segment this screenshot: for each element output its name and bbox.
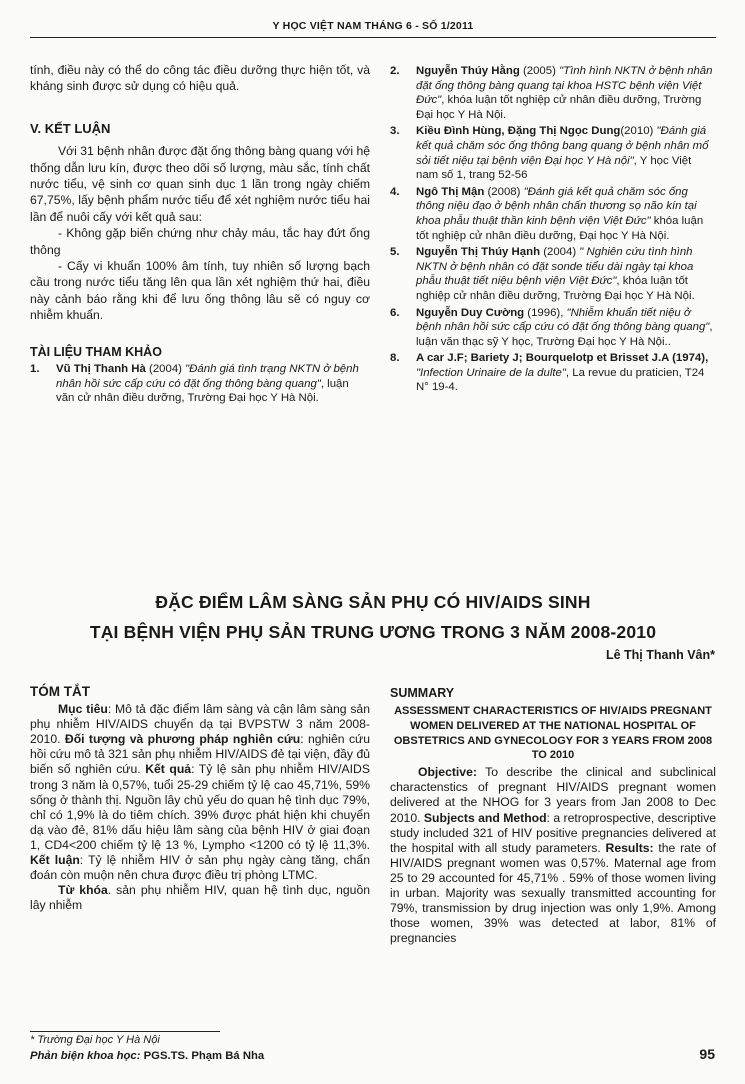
methods-text: : nghiên cứu hồi cứu mô tả 321 sản phụ nhiễm HIV/AIDS đẻ tại viện, đầy đủ biến số nghiên cứu. <box>30 732 370 777</box>
reference-author: Kiều Đình Hùng, Đặng Thị Ngọc Dung <box>416 125 621 138</box>
reference-author: Nguyễn Duy Cường <box>416 306 525 319</box>
article-title-line-1: ĐẶC ĐIỂM LÂM SÀNG SẢN PHỤ CÓ HIV/AIDS SINH <box>155 592 591 612</box>
reference-item-6 <box>390 306 716 350</box>
reference-year: (2010) <box>620 125 657 138</box>
reviewer-name: PGS.TS. Phạm Bá Nha <box>140 1050 265 1062</box>
reference-title: "Tình hình NKTN ở bệnh nhân đặt ống thông bàng quang tại khoa HSTC bệnh viện Việt Đức" <box>416 65 713 107</box>
conclusion-label: Kết luận <box>30 853 80 868</box>
summary-paragraph <box>390 765 716 946</box>
results-text: the rate of HIV/AIDS pregnant women was 0,57%. Maternal age from 25 to 29 accounted for 45,71% . 59% of those women living in urban. Majority was sexually transmitted accounting for 79%, transmission by drug injection was only 1,9%. Among those women, 39% was detected at labor, 81% of pregnancies <box>390 840 717 946</box>
reference-year: (2004) <box>145 363 186 376</box>
reviewer-label: Phản biện khoa học: <box>30 1050 141 1062</box>
reference-year: (1996), <box>524 306 567 319</box>
conclusion-text: : Tỷ lệ nhiễm HIV ở sản phụ ngày càng tăng, chẩn đoán còn muộn nên chưa được điều trị phòng LTMC. <box>30 853 370 883</box>
reference-source: , luận văn thạc sỹ Y học, Trường Đại học Y Hà Nội.. <box>416 321 713 348</box>
reference-item-4 <box>390 185 716 243</box>
reference-item-8 <box>390 351 716 395</box>
conclusion-paragraph-2: - Không gặp biến chứng như chảy máu, tắc hay đứt ống thông <box>30 226 370 257</box>
methods-text: : a retroprospective, descriptive study included 321 of HIV positive pregnancies delivered at the hospital with all study parameters. <box>390 810 716 855</box>
reference-title: "Đánh giá kết quả chăm sóc ống thông bang quang ở bệnh nhân mổ sỏi tiết niệu tại bệnh viện Đại học Y Hà nội" <box>416 125 709 167</box>
reference-number: 8. <box>390 352 400 365</box>
reference-year: (2005) <box>519 65 560 77</box>
abstract-paragraph <box>30 702 370 883</box>
reference-number: 6. <box>390 306 400 319</box>
reference-item-5 <box>390 245 716 303</box>
objective-text: To describe the clinical and subclinical charactenstics of pregnant HIV/AIDS pregnant women delivered at the NHOG for 3 years from Jan 2008 to Dec 2010. <box>390 765 716 825</box>
summary-heading: SUMMARY <box>390 686 455 700</box>
intro-paragraph: tính, điều này có thể do công tác điều dưỡng thực hiện tốt, và kháng sinh được sử dụng có hiệu quả. <box>30 63 370 94</box>
reference-title: "Đánh giá tình trạng NKTN ở bệnh nhân hồi sức cấp cứu có đặt ống thông bàng quang" <box>56 363 359 390</box>
reference-item-2 <box>390 64 716 122</box>
reference-author: Vũ Thị Thanh Hà <box>56 363 146 376</box>
objective-text: : Mô tả đặc điểm lâm sàng và cận lâm sàng sản phụ nhiễm HIV/AIDS chuyển dạ tại BVPSTW 3 năm 2008-2010. <box>30 702 370 747</box>
conclusion-paragraph-3: - Cấy vi khuẩn 100% âm tính, tuy nhiên số lượng bạch cầu trong nước tiểu tăng lên qua lần xét nghiệm thứ hai, điều này cảnh báo rằng khi để lưu ống thông lâu sẽ có nguy cơ nhiễm khuẩn. <box>30 259 370 323</box>
article-title-line-2: TẠI BỆNH VIỆN PHỤ SẢN TRUNG ƯƠNG TRONG 3 NĂM 2008-2010 <box>89 622 657 642</box>
reference-title: "Nhiễm khuẩn tiết niệu ở bệnh nhân hồi sức cấp cứu có đặt ống thông bàng quang" <box>416 306 710 334</box>
reference-number: 3. <box>390 125 400 138</box>
abstract-heading: TÓM TẮT <box>30 684 90 699</box>
reference-source: , luận văn cử nhân điều dưỡng, Trường Đại học Y Hà Nội. <box>56 377 349 405</box>
results-text: : Tỷ lệ sản phụ nhiễm HIV/AIDS trong 3 năm là 0,57%, tuổi 25-29 chiếm tỷ lệ cao 45,71%, 59% sống ở thành thị. Nguồn lây chủ yếu do quan hệ tình dục 79%, chỉ có 1,9% là do tiêm chích. 39% được phát hiện khi chuyển dạ vào đẻ, 81% dấu hiệu lâm sàng của bệnh HIV ở giai đoạn 1, CD4<200 chiếm tỷ lệ 13 %, Lympho <1200 có tỷ lệ 11,3%. <box>30 762 370 852</box>
reference-title: " Nghiên cứu tình hình NKTN ở bệnh nhân có đặt sonde tiểu dài ngày tại khoa phẫu thuật tiết niệu bệnh viện Việt Đức" <box>416 246 694 288</box>
reference-title: "Đánh giá kết quả chăm sóc ống thông niệu đạo ở bệnh nhân chấn thương sọ não kín tại khoa phẫu thuật thần kinh bệnh viện Việt Đức" <box>416 185 697 227</box>
references-heading: TÀI LIỆU THAM KHẢO <box>30 344 162 359</box>
results-label: Kết quả <box>145 762 192 777</box>
reference-number: 4. <box>390 185 400 198</box>
keywords-text: . sản phụ nhiễm HIV, quan hệ tình dục, nguồn lây nhiễm <box>30 883 371 913</box>
reference-number: 2. <box>390 65 400 77</box>
left-column <box>30 62 370 408</box>
header-rule <box>30 37 716 38</box>
reference-number: 5. <box>390 246 400 259</box>
reference-number: 1. <box>30 363 40 376</box>
reference-source: , Y học Việt nam số 1, trang 52-56 <box>416 154 692 182</box>
objective-label: Objective: <box>418 765 477 780</box>
abstract-vi <box>30 684 370 913</box>
summary-en <box>390 686 716 946</box>
reference-author: A car J.F; Bariety J; Bourquelotp et Brisset J.A (1974), <box>416 352 709 365</box>
affiliation-footnote: * Trường Đại học Y Hà Nội <box>30 1034 160 1046</box>
reference-source: , La revue du praticien, T24 N° 19-4. <box>416 366 705 394</box>
conclusion-paragraph-1: Với 31 bệnh nhân được đặt ống thông bàng quang với hệ thống dẫn lưu kín, được theo dõi số lượng, màu sắc, tính chất nước tiểu, vệ sinh cơ quan sinh dục 1 lần trong ngày chiếm 67,75%, lấy bệnh phẩm nước tiểu để xét nghiệm nước tiểu hai lần để nuôi cấy với kết quả sau: <box>30 144 371 224</box>
conclusion-heading: V. KẾT LUẬN <box>30 120 111 136</box>
methods-label: Subjects and Method <box>423 810 547 825</box>
reference-source: , khóa luận tốt nghiệp cử nhân điều dưỡng, Trường Đại học Y Hà Nội. <box>416 275 695 302</box>
reference-title: "Infection Urinaire de la dulte" <box>416 366 566 379</box>
summary-title: ASSESSMENT CHARACTERISTICS OF HIV/AIDS PREGNANT WOMEN DELIVERED AT THE NATIONAL HOSPITAL OF OBSTETRICS AND GYNECOLOGY FOR 3 YEARS FROM 2008 TO 2010 <box>393 705 713 762</box>
reference-year: (2004) <box>540 246 580 259</box>
footnote-rule <box>30 1031 220 1032</box>
objective-label: Mục tiêu <box>58 702 108 717</box>
reference-year: (2008) <box>484 185 524 198</box>
methods-label: Đối tượng và phương pháp nghiên cứu <box>64 732 301 747</box>
reference-item-1 <box>30 362 370 406</box>
keywords-label: Từ khóa <box>58 883 108 898</box>
journal-header: Y HỌC VIỆT NAM THÁNG 6 - SỐ 1/2011 <box>272 20 474 32</box>
results-label: Results: <box>605 840 654 855</box>
reference-author: Nguyễn Thúy Hằng <box>416 65 520 77</box>
reference-source: khóa luận tốt nghiệp cử nhân điều dưỡng, Đại học Y Hà Nội. <box>416 214 704 242</box>
article-author: Lê Thị Thanh Vân* <box>605 648 715 662</box>
keywords-paragraph <box>30 883 370 913</box>
right-references <box>390 64 716 397</box>
reference-author: Nguyễn Thị Thúy Hạnh <box>416 246 541 259</box>
reviewer-line <box>30 1050 264 1062</box>
reference-item-3 <box>390 124 716 182</box>
page-number: 95 <box>699 1046 715 1062</box>
reference-source: , khóa luận tốt nghiệp cử nhân điều dưỡng, Trường Đại học Y Hà Nội. <box>416 94 702 121</box>
reference-author: Ngô Thị Mận <box>416 185 485 198</box>
